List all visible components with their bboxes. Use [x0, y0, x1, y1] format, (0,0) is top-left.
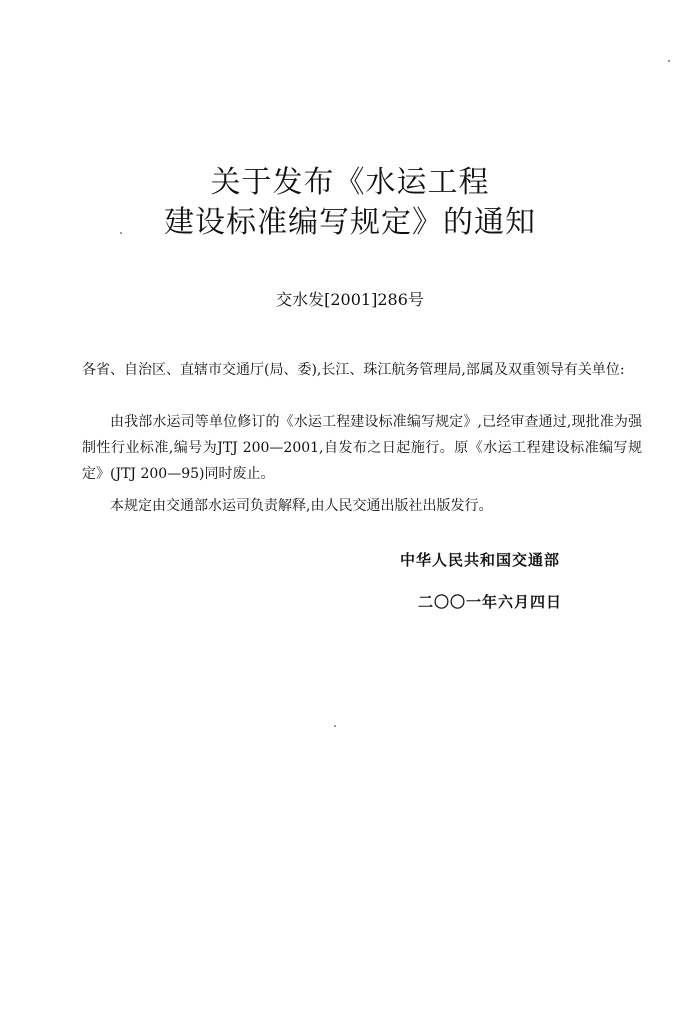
notice-title-line-1: 关于发布《水运工程: [210, 165, 490, 200]
issue-date: 二〇〇一年六月四日: [418, 593, 563, 611]
addressee-paragraph: 各省、自治区、直辖市交通厅(局、委),长江、珠江航务管理局,部属及双重领导有关单位:: [82, 362, 625, 378]
document-number: 交水发[2001]286号: [276, 290, 424, 309]
scan-speck: [334, 725, 336, 727]
issuing-authority: 中华人民共和国交通部: [400, 551, 561, 569]
scan-speck: [668, 60, 670, 62]
notice-title-line-2: 建设标准编写规定》的通知: [164, 205, 536, 240]
approval-paragraph: 由我部水运司等单位修订的《水运工程建设标准编写规定》,已经审查通过,现批准为强制性行业标准,编号为JTJ 200—2001,自发布之日起施行。原《水运工程建设标准编写规定》(JTJ 200—95)同时废止。: [82, 414, 642, 482]
interpretation-paragraph: 本规定由交通部水运司负责解释,由人民交通出版社出版发行。: [110, 498, 493, 514]
scan-speck: [120, 232, 122, 234]
